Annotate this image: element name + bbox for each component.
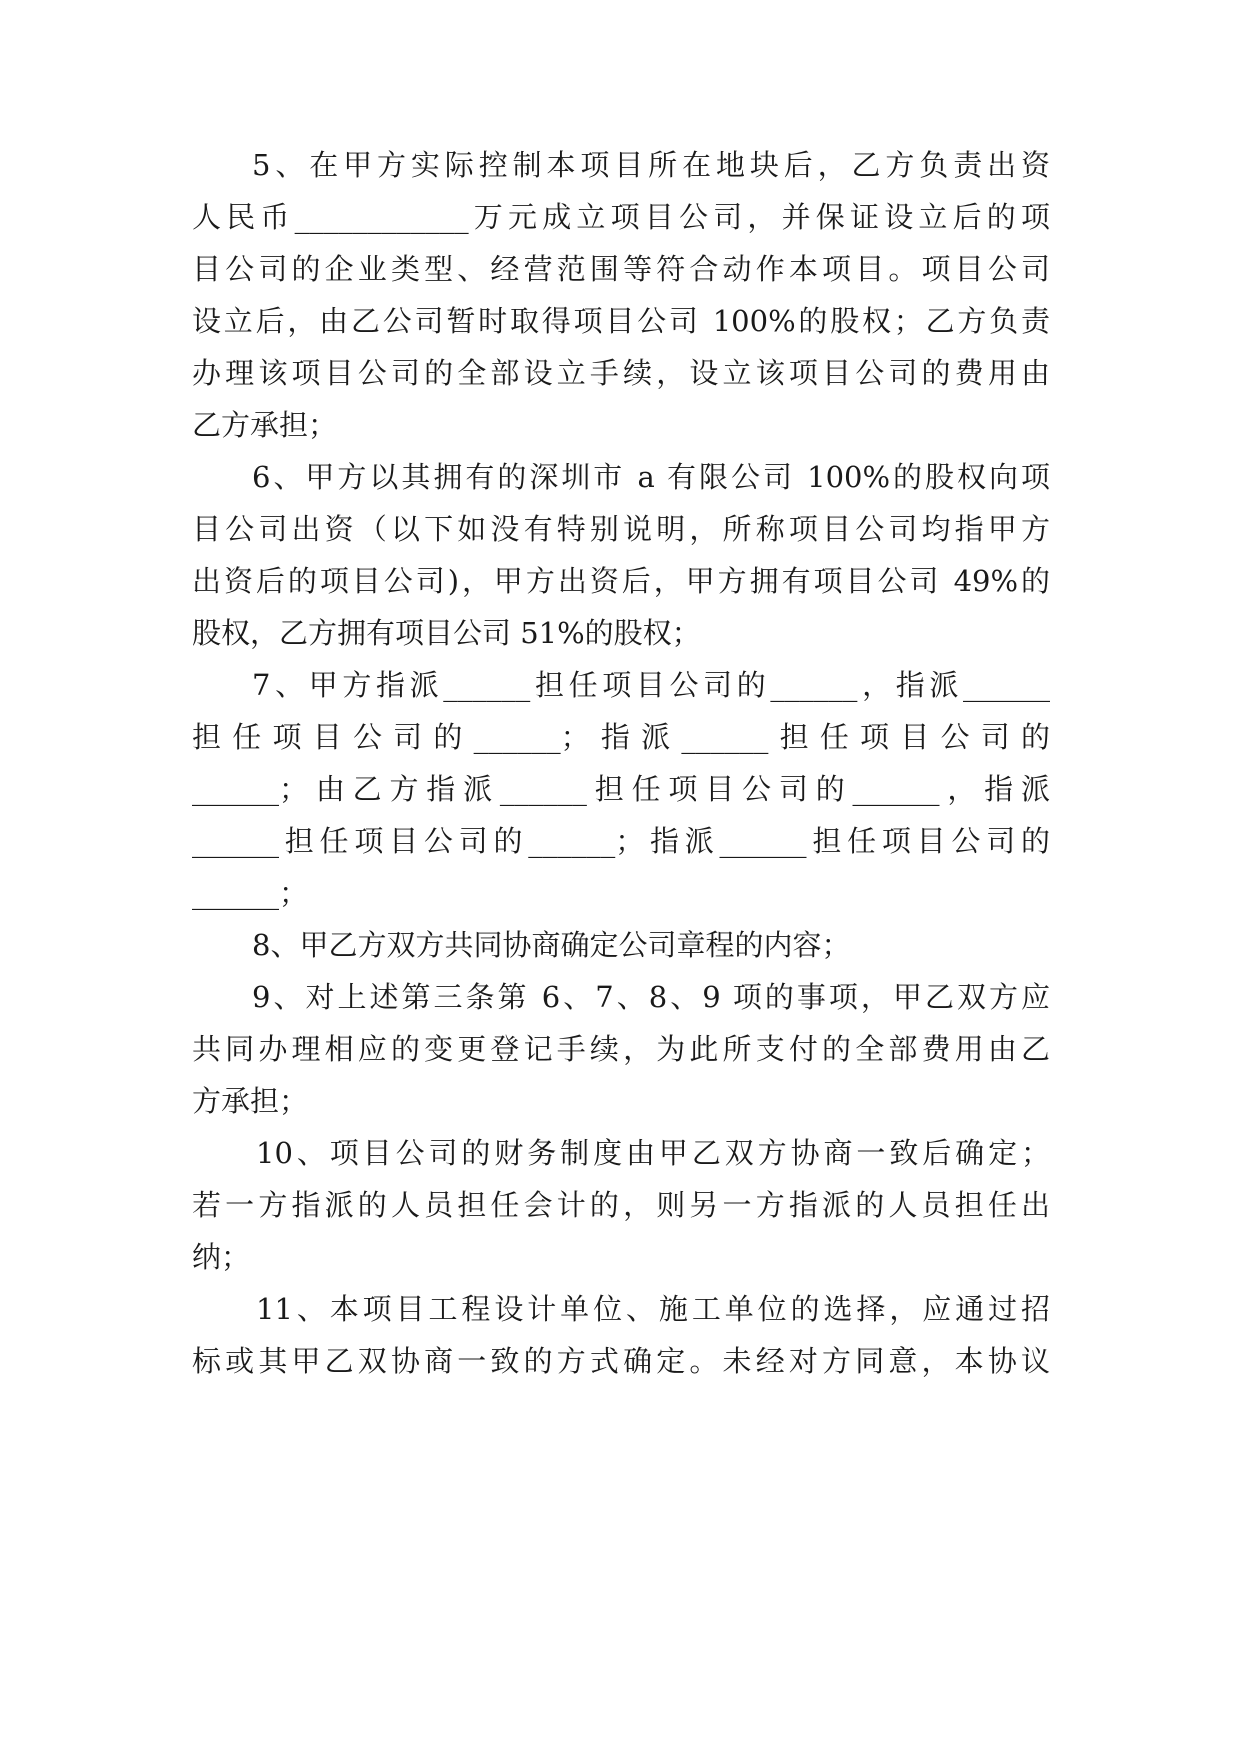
- clause-10-line-1: 10、项目公司的财务制度由甲乙双方协商一致后确定；: [256, 1136, 1050, 1170]
- clause-5-line-1: 5、在甲方实际控制本项目所在地块后，乙方负责出资: [252, 148, 1050, 182]
- clause-7-line-2: 担任项目公司的______；指派______担任项目公司的: [192, 720, 1050, 754]
- clause-9-line-1: 9、对上述第三条第 6、7、8、9 项的事项，甲乙双方应: [252, 980, 1050, 1014]
- clause-7-line-4: ______担任项目公司的______；指派______担任项目公司的: [192, 824, 1050, 858]
- clause-5-line-6: 乙方承担；: [192, 408, 338, 442]
- clause-10-line-2: 若一方指派的人员担任会计的，则另一方指派的人员担任出: [192, 1188, 1050, 1222]
- clause-8-line-1: 8、甲乙方双方共同协商确定公司章程的内容；: [252, 928, 851, 962]
- clause-5-line-2: 人民币____________万元成立项目公司，并保证设立后的项: [192, 200, 1050, 234]
- clause-7-line-3: ______；由乙方指派______担任项目公司的______，指派: [192, 772, 1050, 806]
- clause-5-line-5: 办理该项目公司的全部设立手续，设立该项目公司的费用由: [192, 356, 1050, 390]
- clause-11-line-1: 11、本项目工程设计单位、施工单位的选择，应通过招: [256, 1292, 1050, 1326]
- clause-5-line-4: 设立后，由乙公司暂时取得项目公司 100%的股权；乙方负责: [192, 304, 1050, 338]
- clause-5-line-3: 目公司的企业类型、经营范围等符合动作本项目。项目公司: [192, 252, 1050, 286]
- clause-9-line-2: 共同办理相应的变更登记手续，为此所支付的全部费用由乙: [192, 1032, 1050, 1066]
- clause-6-line-4: 股权，乙方拥有项目公司 51%的股权；: [192, 616, 701, 650]
- clause-10-line-3: 纳；: [192, 1240, 251, 1274]
- clause-7-line-5: ______；: [192, 876, 309, 910]
- clause-6-line-1: 6、甲方以其拥有的深圳市 a 有限公司 100%的股权向项: [252, 460, 1050, 494]
- clause-11-line-2: 标或其甲乙双协商一致的方式确定。未经对方同意，本协议: [192, 1344, 1050, 1378]
- clause-6-line-3: 出资后的项目公司)，甲方出资后，甲方拥有项目公司 49%的: [192, 564, 1050, 598]
- clause-6-line-2: 目公司出资（以下如没有特别说明，所称项目公司均指甲方: [192, 512, 1050, 546]
- clause-9-line-3: 方承担；: [192, 1084, 309, 1118]
- clause-7-line-1: 7、甲方指派______担任项目公司的______，指派______: [252, 668, 1050, 702]
